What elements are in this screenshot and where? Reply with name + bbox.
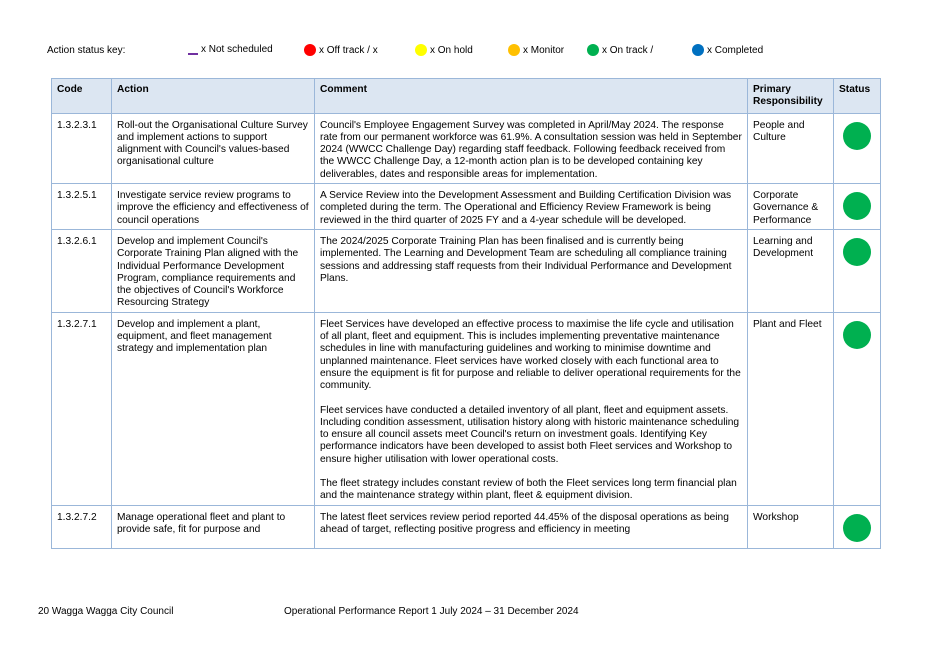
responsibility-cell: Workshop — [748, 505, 834, 548]
key-item-completed — [692, 44, 763, 56]
on-track-status-icon — [843, 514, 871, 542]
action-cell: Develop and implement Council's Corporate Training Plan aligned with the Individual Performance Development Program, compliance requirements and the objectives of Council's Workforce Resourcing Strategy — [112, 229, 315, 312]
status-cell — [834, 113, 881, 183]
key-label: x Not scheduled — [201, 44, 273, 55]
status-cell — [834, 229, 881, 312]
responsibility-cell: Plant and Fleet — [748, 312, 834, 505]
comment-paragraph: A Service Review into the Development Assessment and Building Certification Division was completed during the term. The Operational and Efficiency Review Framework is being reviewed in the third quarter of 2025 FY and a 4-year schedule will be developed. — [320, 190, 732, 226]
footer-left — [38, 606, 173, 617]
code-cell: 1.3.2.5.1 — [52, 184, 112, 230]
comment-paragraph: Fleet services have conducted a detailed inventory of all plant, fleet and equipment assets. Including condition assessment, utilisation history along with historic maintenance scheduling to ensure all council assets meet Council's return on investment goals. Identifying Key performance indicators have been developed to assist both Fleet services and Workshop to ensure higher utilisation with lower operational costs. — [320, 404, 740, 465]
status-cell — [834, 312, 881, 505]
key-label: x Monitor — [523, 44, 565, 56]
key-label: x On track / — [602, 44, 654, 56]
key-label: x Off track / x — [319, 44, 378, 56]
key-item-on-hold — [415, 44, 473, 56]
responsibility-cell: Learning and Development — [748, 229, 834, 312]
code-cell: 1.3.2.3.1 — [52, 113, 112, 183]
table-row — [52, 113, 881, 183]
comment-cell — [315, 312, 748, 505]
action-cell: Roll-out the Organisational Culture Survey and implement actions to support alignment with Council's values-based organisational culture — [112, 113, 315, 183]
header-code: Code — [52, 79, 112, 114]
key-item-off-track — [304, 44, 378, 56]
code-cell: 1.3.2.6.1 — [52, 229, 112, 312]
key-item-on-track — [587, 44, 653, 56]
on-track-status-icon — [843, 122, 871, 150]
green-dot-icon — [587, 44, 599, 56]
table-header-row — [52, 79, 881, 114]
status-cell — [834, 184, 881, 230]
action-cell: Develop and implement a plant, equipment, and fleet management strategy and implementation plan — [112, 312, 315, 505]
comment-paragraph: The 2024/2025 Corporate Training Plan has been finalised and is currently being implemented. The Learning and Development Team are scheduling all compliance training sessions and addressing staff requests from their Individual Performance and Development Plans. — [320, 235, 732, 284]
comment-cell — [315, 505, 748, 548]
comment-paragraph: Council's Employee Engagement Survey was completed in April/May 2024. The response rate from our permanent workforce was 61.9%. A consultation session was held in September 2024 (WWCC Challenge Day) regarding staff feedback. Following feedback received from the WWCC Challenge Day, a 12-month action plan is to be developed containing key deliverables, dates and responsible areas for implementation. — [320, 119, 742, 180]
comment-paragraph: The fleet strategy includes constant review of both the Fleet services long term financial plan and the maintenance strategy within plant, fleet & equipment division. — [320, 478, 737, 502]
table-row — [52, 184, 881, 230]
actions-table — [51, 78, 881, 549]
footer-org: Wagga Wagga City Council — [51, 606, 174, 617]
page-number: 20 — [38, 606, 50, 617]
table-row — [52, 505, 881, 548]
key-item-monitor — [508, 44, 564, 56]
code-cell: 1.3.2.7.2 — [52, 505, 112, 548]
comment-cell — [315, 113, 748, 183]
header-status: Status — [834, 79, 881, 114]
yellow-dot-icon — [415, 44, 427, 56]
on-track-status-icon — [843, 192, 871, 220]
comment-paragraph: The latest fleet services review period reported 44.45% of the disposal operations as being ahead of target, reflecting positive progress and efficiency in meeting — [320, 511, 729, 535]
footer-report-title: Operational Performance Report 1 July 2024 – 31 December 2024 — [284, 606, 579, 617]
table-row — [52, 229, 881, 312]
comment-paragraph: Fleet Services have developed an effective process to maximise the life cycle and utilisation of all plant, fleet and equipment. This is includes implementing preventative maintenance schedules in line with manufacturing guidelines and working to minimise downtime and unplanned maintenance. Fleet services have worked closely with each functional area to ensure the equipment is fit for purpose and reliable to deliver operational requirements for the community. — [320, 318, 741, 392]
not-scheduled-dash-icon — [188, 53, 198, 55]
key-label: x Completed — [707, 44, 764, 56]
on-track-status-icon — [843, 321, 871, 349]
key-label: x On hold — [430, 44, 473, 56]
status-key — [0, 42, 928, 62]
responsibility-cell: People and Culture — [748, 113, 834, 183]
table-row — [52, 312, 881, 505]
on-track-status-icon — [843, 238, 871, 266]
action-cell: Investigate service review programs to improve the efficiency and effectiveness of council operations — [112, 184, 315, 230]
key-item-not-scheduled — [188, 44, 273, 55]
code-cell: 1.3.2.7.1 — [52, 312, 112, 505]
header-responsibility: Primary Responsibility — [748, 79, 834, 114]
status-cell — [834, 505, 881, 548]
red-dot-icon — [304, 44, 316, 56]
blue-dot-icon — [692, 44, 704, 56]
amber-dot-icon — [508, 44, 520, 56]
header-action: Action — [112, 79, 315, 114]
comment-cell — [315, 184, 748, 230]
comment-cell — [315, 229, 748, 312]
status-key-title: Action status key: — [47, 45, 126, 56]
header-comment: Comment — [315, 79, 748, 114]
responsibility-cell: Corporate Governance & Performance — [748, 184, 834, 230]
action-cell: Manage operational fleet and plant to provide safe, fit for purpose and — [112, 505, 315, 548]
